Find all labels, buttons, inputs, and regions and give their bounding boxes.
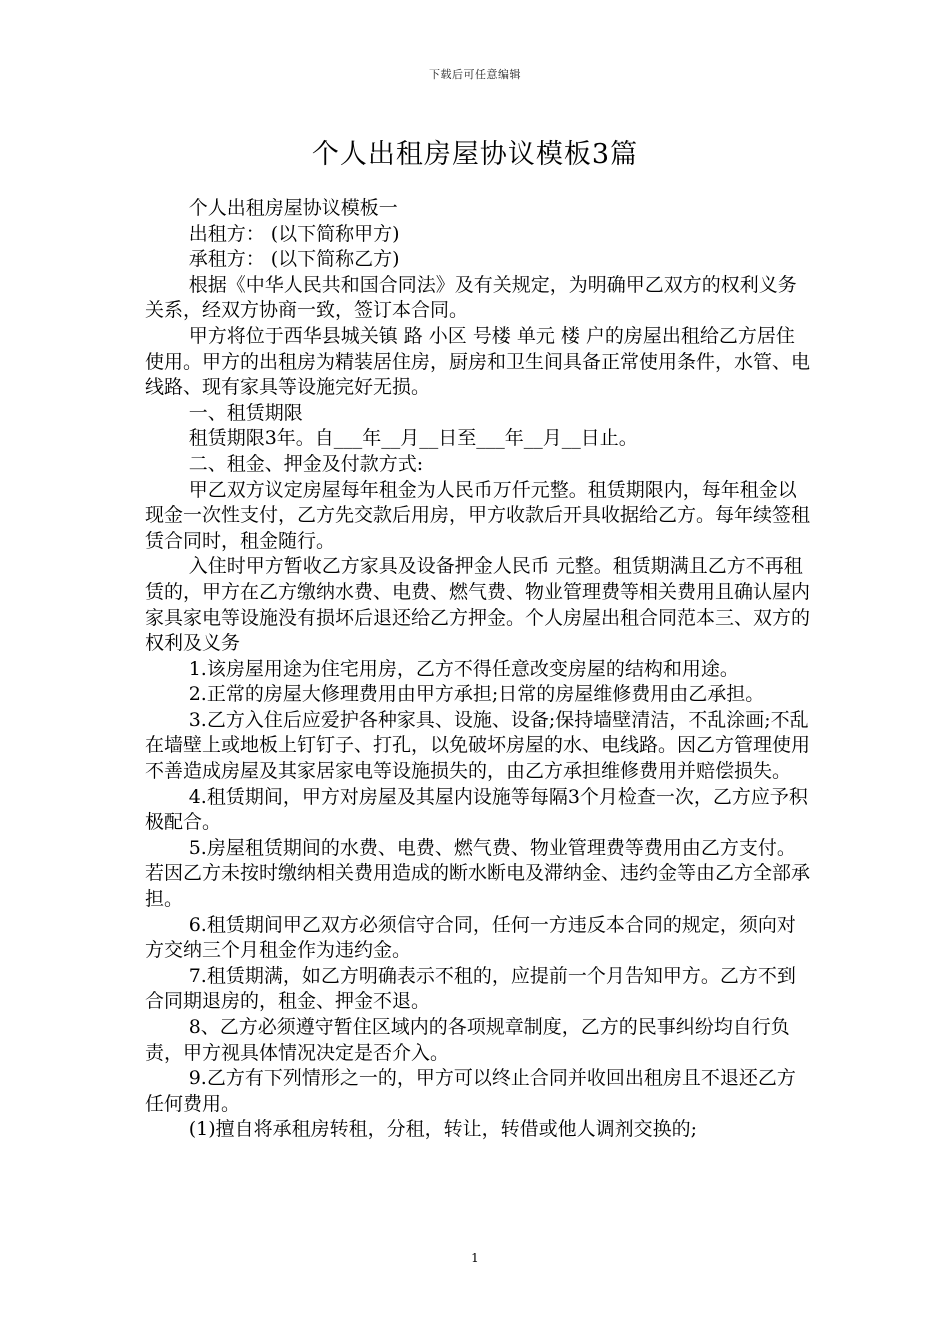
body-paragraph: 甲方将位于西华县城关镇 路 小区 号楼 单元 楼 户的房屋出租给乙方居住使用。甲方的出租房为精装居住房，厨房和卫生间具备正常使用条件，水管、电线路、现有家具等设施完好无损。 xyxy=(145,324,811,399)
body-paragraph: 入住时甲方暂收乙方家具及设备押金人民币 元整。租赁期满且乙方不再租赁的，甲方在乙方缴纳水费、电费、燃气费、物业管理费等相关费用且确认屋内家具家电等设施没有损坏后退还给乙方押金。个人房屋出租合同范本三、双方的权利及义务 xyxy=(145,555,811,655)
section-heading: 个人出租房屋协议模板一 xyxy=(188,197,398,219)
lessor-line: 出租方： (以下简称甲方) xyxy=(188,222,400,245)
list-item: 6.租赁期间甲乙双方必须信守合同，任何一方违反本合同的规定，须向对方交纳三个月租金作为违约金。 xyxy=(145,913,796,962)
list-item: 7.租赁期满，如乙方明确表示不租的，应提前一个月告知甲方。乙方不到合同期退房的，租金、押金不退。 xyxy=(145,964,796,1013)
clause-heading: 一、租赁期限 xyxy=(188,401,303,424)
list-item: 5.房屋租赁期间的水费、电费、燃气费、物业管理费等费用由乙方支付。若因乙方未按时缴纳相关费用造成的断水断电及滞纳金、违约金等由乙方全部承担。 xyxy=(145,836,811,911)
body-paragraph: 甲乙双方议定房屋每年租金为人民币万仟元整。租赁期限内，每年租金以现金一次性支付，乙方先交款后用房，甲方收款后开具收据给乙方。每年续签租赁合同时，租金随行。 xyxy=(145,478,811,552)
document-body xyxy=(145,196,810,1143)
clause-heading: 二、租金、押金及付款方式: xyxy=(188,452,424,475)
lessee-line: 承租方： (以下简称乙方) xyxy=(188,248,400,271)
list-item: 8、乙方必须遵守暂住区域内的各项规章制度，乙方的民事纠纷均自行负责，甲方视具体情况决定是否介入。 xyxy=(145,1016,790,1064)
page-number: 1 xyxy=(471,1251,479,1265)
header-note: 下载后可任意编辑 xyxy=(429,68,521,81)
sub-list-item: (1)擅自将承租房转租，分租，转让，转借或他人调剂交换的; xyxy=(188,1118,698,1141)
list-item: 2.正常的房屋大修理费用由甲方承担;日常的房屋维修费用由乙承担。 xyxy=(188,683,765,706)
body-paragraph: 根据《中华人民共和国合同法》及有关规定，为明确甲乙双方的权利义务关系，经双方协商一致，签订本合同。 xyxy=(145,273,797,322)
document-title: 个人出租房屋协议模板3篇 xyxy=(311,139,639,170)
list-item: 3.乙方入住后应爱护各种家具、设施、设备;保持墙壁清洁，不乱涂画;不乱在墙壁上或地板上钉钉子、打孔，以免破坏房屋的水、电线路。因乙方管理使用不善造成房屋及其家居家电等设施损失的，由乙方承担维修费用并赔偿损失。 xyxy=(145,708,811,783)
list-item: 4.租赁期间，甲方对房屋及其屋内设施等每隔3个月检查一次，乙方应予积极配合。 xyxy=(145,785,808,834)
body-paragraph: 租赁期限3年。自___年__月__日至___年__月__日止。 xyxy=(188,427,638,450)
list-item: 1.该房屋用途为住宅用房，乙方不得任意改变房屋的结构和用途。 xyxy=(188,657,739,680)
list-item: 9.乙方有下列情形之一的，甲方可以终止合同并收回出租房且不退还乙方任何费用。 xyxy=(145,1067,796,1115)
